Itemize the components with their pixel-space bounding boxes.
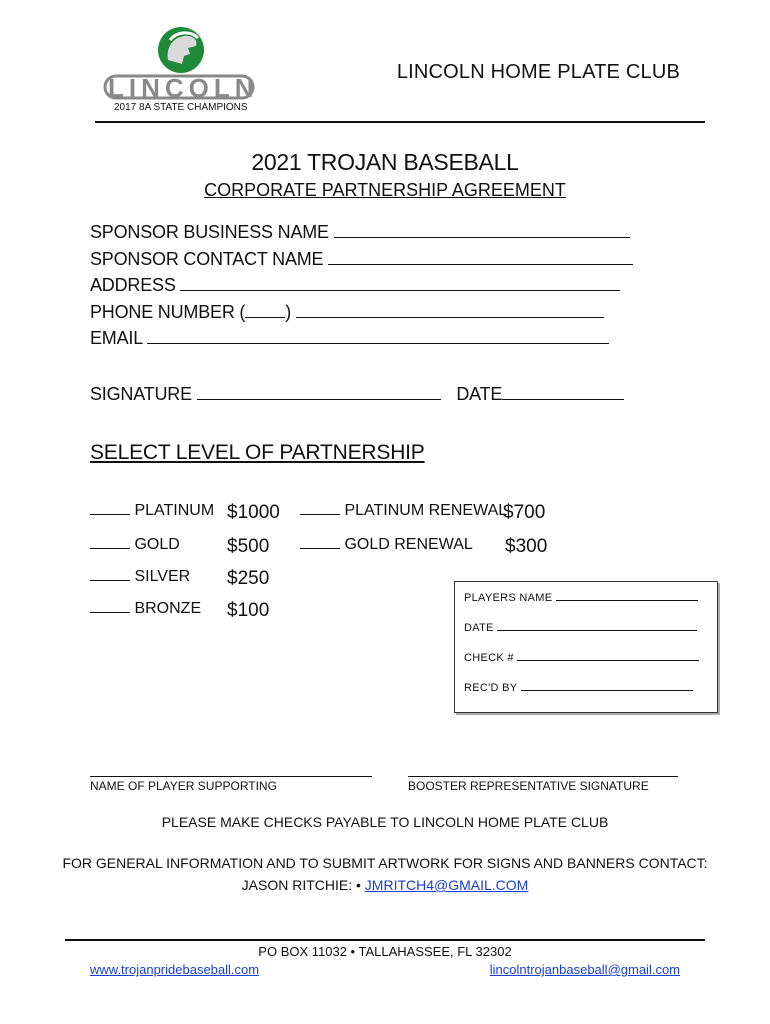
contact-name-label: SPONSOR CONTACT NAME <box>90 249 324 269</box>
platinum-renewal-check-line[interactable] <box>300 514 340 515</box>
contact-email-link[interactable]: JMRITCH4@GMAIL.COM <box>364 877 529 893</box>
platinum-check-line[interactable] <box>90 514 130 515</box>
bronze-label: BRONZE <box>134 600 202 617</box>
levels-heading: SELECT LEVEL OF PARTNERSHIP <box>90 441 425 464</box>
contact-name-field[interactable] <box>328 264 633 265</box>
date-field[interactable] <box>502 399 624 400</box>
box-date-row <box>464 622 697 634</box>
school-logo <box>100 26 260 118</box>
email-field[interactable] <box>147 343 609 344</box>
contact-name: JASON RITCHIE: <box>241 877 353 893</box>
silver-option[interactable] <box>90 568 190 586</box>
platinum-renewal-label: PLATINUM RENEWAL <box>344 502 508 519</box>
check-label: CHECK # <box>464 652 514 664</box>
recd-by-row <box>464 682 693 694</box>
page-subtitle: CORPORATE PARTNERSHIP AGREEMENT <box>204 180 566 200</box>
silver-label: SILVER <box>134 568 191 585</box>
signature-field[interactable] <box>197 399 441 400</box>
address-label: ADDRESS <box>90 275 176 295</box>
contact-name-row <box>90 249 633 270</box>
gold-check-line[interactable] <box>90 548 130 549</box>
gold-renewal-amount: $300 <box>505 536 548 557</box>
gold-renewal-option[interactable] <box>300 536 473 554</box>
gold-amount: $500 <box>227 536 270 557</box>
platinum-option[interactable] <box>90 502 214 520</box>
logo-wordmark: LINCOLN <box>108 73 259 103</box>
gold-label: GOLD <box>134 536 180 553</box>
phone-label: PHONE NUMBER ( <box>90 302 246 322</box>
phone-field[interactable] <box>296 317 604 318</box>
footer-address: PO BOX 11032 • TALLAHASSEE, FL 32302 <box>258 944 512 959</box>
address-row <box>90 275 620 296</box>
silver-amount: $250 <box>227 568 270 589</box>
phone-close-paren: ) <box>285 302 292 322</box>
gold-option[interactable] <box>90 536 180 554</box>
platinum-amount: $1000 <box>227 502 280 523</box>
recd-by-field[interactable] <box>521 690 693 691</box>
email-label: EMAIL <box>90 328 143 348</box>
players-name-label: PLAYERS NAME <box>464 592 553 604</box>
booster-rep-label: BOOSTER REPRESENTATIVE SIGNATURE <box>408 779 649 793</box>
platinum-label: PLATINUM <box>134 502 215 519</box>
club-name-header: LINCOLN HOME PLATE CLUB <box>396 61 680 83</box>
area-code-field[interactable] <box>245 317 285 318</box>
footer-divider <box>65 939 705 941</box>
general-info-note: FOR GENERAL INFORMATION AND TO SUBMIT ARTWORK FOR SIGNS AND BANNERS CONTACT: <box>62 855 708 871</box>
business-name-label: SPONSOR BUSINESS NAME <box>90 222 329 242</box>
signature-row <box>90 384 624 405</box>
office-use-box <box>454 581 718 713</box>
player-supporting-line[interactable] <box>90 776 372 777</box>
business-name-row <box>90 222 630 243</box>
signature-label: SIGNATURE <box>90 384 192 404</box>
booster-rep-line[interactable] <box>408 776 678 777</box>
check-field[interactable] <box>517 660 699 661</box>
bullet-separator: • <box>356 877 361 893</box>
website-link[interactable]: www.trojanpridebaseball.com <box>90 962 260 977</box>
player-supporting-label: NAME OF PLAYER SUPPORTING <box>90 779 277 793</box>
box-date-field[interactable] <box>497 630 697 631</box>
phone-row <box>90 302 604 323</box>
business-name-field[interactable] <box>334 237 630 238</box>
silver-check-line[interactable] <box>90 580 130 581</box>
players-name-row <box>464 592 698 604</box>
date-label: DATE <box>456 384 503 404</box>
bronze-check-line[interactable] <box>90 612 130 613</box>
recd-by-label: REC'D BY <box>464 682 518 694</box>
gold-renewal-check-line[interactable] <box>300 548 340 549</box>
platinum-renewal-amount: $700 <box>503 502 546 523</box>
platinum-renewal-option[interactable] <box>300 502 507 520</box>
contact-row <box>0 877 770 893</box>
checks-payable-note: PLEASE MAKE CHECKS PAYABLE TO LINCOLN HOME PLATE CLUB <box>161 814 609 830</box>
check-row <box>464 652 699 664</box>
players-name-field[interactable] <box>556 600 698 601</box>
bronze-option[interactable] <box>90 600 201 618</box>
header-divider <box>95 121 705 123</box>
logo-subtitle: 2017 8A STATE CHAMPIONS <box>114 102 248 113</box>
email-row <box>90 328 609 349</box>
box-date-label: DATE <box>464 622 494 634</box>
gold-renewal-label: GOLD RENEWAL <box>344 536 473 553</box>
address-field[interactable] <box>180 290 620 291</box>
footer-email-link[interactable]: lincolntrojanbaseball@gmail.com <box>489 962 680 977</box>
page-title: 2021 TROJAN BASEBALL <box>251 149 519 175</box>
bronze-amount: $100 <box>227 600 270 621</box>
